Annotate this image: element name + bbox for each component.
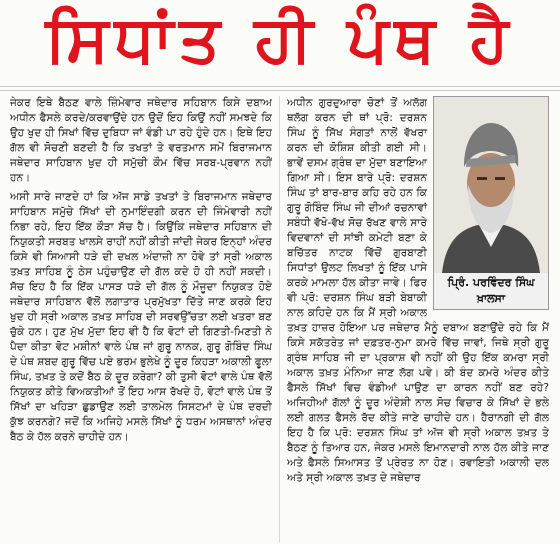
column-divider (279, 96, 280, 542)
portrait-image (434, 97, 548, 273)
headline-divider-top (0, 86, 560, 87)
headline-divider-bottom (0, 90, 560, 91)
author-photo (433, 96, 549, 310)
article-headline: ਸਿਧਾਂਤ ਹੀ ਪੰਥ ਹੈ (45, 3, 515, 77)
right-paragraph-1: ਅਧੀਨ ਗੁਰਦੁਆਰਾ ਚੋਣਾਂ ਤੋਂ ਅਲੱਗ ਥਲੱਗ ਕਰਨ ਦੀ ਥਾਂ ਪ੍ਰੋ: ਦਰਸ਼ਨ ਸਿੰਘ ਨੂੰ ਸਿੱਖ ਸੰਗਤਾਂ ਨਾਲੋਂ ਵੱਖਰਾ ਕਰਨ ਦੀ ਕੋਸ਼ਿਸ਼ ਕੀਤੀ ਗਈ ਸੀ। ਭਾਵੇਂ ਦਸਮ ਗ੍ਰੰਥ ਦਾ ਮੁੱਦਾ ਬਣਾਇਆ ਗਿਆ ਸੀ। ਇਸ ਬਾਰੇ ਪ੍ਰੋ: ਦਰਸ਼ਨ ਸਿੰਘ ਤਾਂ ਬਾਰ-ਬਾਰ ਕਹਿ ਰਹੇ ਹਨ ਕਿ ਗੁਰੂ ਗੋਬਿੰਦ ਸਿੰਘ ਜੀ ਦੀਆਂ ਰਚਨਾਵਾਂ ਸਬੰਧੀ ਵੱਖੋ-ਵੱਖ ਸੋਚ ਰੱਖਣ ਵਾਲੇ ਸਾਰੇ ਵਿਦਵਾਨਾਂ ਦੀ ਸਾਂਝੀ ਕਮੇਟੀ ਬਣਾ ਕੇ ਬਚਿੱਤਰ ਨਾਟਕ ਵਿੱਚੋਂ ਗੁਰਬਾਣੀ ਸਿਧਾਂਤਾਂ ਉਲਟ ਲਿਖਤਾਂ ਨੂੰ ਇੱਕ ਪਾਸੇ ਕਰਕੇ ਮਾਮਲਾ ਹੱਲ ਕੀਤਾ ਜਾਵੇ। ਫਿਰ ਵੀ ਪ੍ਰੋ: ਦਰਸ਼ਨ ਸਿੰਘ ਬੜੀ ਬੇਬਾਕੀ ਨਾਲ ਕਹਿਦੇ ਹਨ ਕਿ ਮੈਂ ਸ੍ਰੀ ਅਕਾਲ ਤਖ਼ਤ ਹਾਜ਼ਰ ਹੋਇਆ ਪਰ ਜਥੇਦਾਰ ਮੈਨੂੰ ਦਬਾਅ ਬਣਾਉਂਦੇ ਰਹੇ ਕਿ ਮੈਂ ਕਿਸੇ ਸਕੱਤਰੇਤ ਜਾਂ ਦਫ਼ਤਰ-ਨੁਮਾ ਕਮਰੇ ਵਿੱਚ ਜਾਵਾਂ, ਜਿਥੇ ਸ੍ਰੀ ਗੁਰੂ ਗ੍ਰੰਥ ਸਾਹਿਬ ਜੀ ਦਾ ਪ੍ਰਕਾਸ਼ ਵੀ ਨਹੀਂ ਕੀ ਉਹ ਇੱਕ ਕਮਰਾ ਸ੍ਰੀ ਅਕਾਲ ਤਖ਼ਤ ਮੰਨਿਆ ਜਾਣ ਲੱਗ ਪਵੇ। ਕੀ ਬੰਦ ਕਮਰੇ ਅੰਦਰ ਕੀਤੇ ਫੈਸਲੇ ਸਿੱਖਾਂ ਵਿਚ ਵੰਡੀਆਂ ਪਾਉਣ ਦਾ ਕਾਰਨ ਨਹੀਂ ਬਣ ਰਹੇ? ਅਜਿਹੀਆਂ ਗੱਲਾਂ ਨੂੰ ਦੂਰ ਅੰਦੇਸ਼ੀ ਨਾਲ ਸੋਚ ਵਿਚਾਰ ਕੇ ਸਿੱਖਾਂ ਦੇ ਭਲੇ ਲਈ ਗਲਤ ਫੈਸਲੇ ਰੱਦ ਕੀਤੇ ਜਾਣੇ ਚਾਹੀਦੇ ਹਨ। ਹੈਰਾਨਗੀ ਦੀ ਗੱਲ ਇਹ ਹੈ ਕਿ ਪ੍ਰੋ: ਦਰਸ਼ਨ ਸਿੰਘ ਤਾਂ ਅੱਜ ਵੀ ਸ੍ਰੀ ਅਕਾਲ ਤਖ਼ਤ ਤੇ ਬੈਠਣ ਨੂੰ ਤਿਆਰ ਹਨ, ਜੇਕਰ ਮਸਲੇ ਇਮਾਨਦਾਰੀ ਨਾਲ ਹੱਲ ਕੀਤੇ ਜਾਣ ਅਤੇ ਫੈਸਲੇ ਸਿਆਸਤ ਤੋਂ ਪ੍ਰੇਰਤ ਨਾ ਹੋਣ। ਰਵਾਇਤੀ ਅਕਾਲੀ ਦਲ ਅਤੇ ਸ੍ਰੀ ਅਕਾਲ ਤਖ਼ਤ ਦੇ ਜਥੇਦਾਰ (287, 97, 549, 484)
photo-caption: ਪ੍ਰਿੰ. ਪਰਵਿੰਦਰ ਸਿੰਘ ਖ਼ਾਲਸਾ (447, 276, 535, 305)
right-column (287, 96, 549, 542)
left-column (10, 96, 272, 542)
left-paragraph-2: ਅਸੀ ਸਾਰੇ ਜਾਣਦੇ ਹਾਂ ਕਿ ਅੱਜ ਸਾਡੇ ਤਖਤਾਂ ਤੇ ਬਿਰਾਜਮਾਨ ਜਥੇਦਾਰ ਸਾਹਿਬਾਨ ਸਮੁੱਚੇ ਸਿੱਖਾਂ ਦੀ ਨੁਮਾਇੰਦਗੀ ਕਰਨ ਦੀ ਜਿੰਮੇਵਾਰੀ ਨਹੀਂ ਨਿਭਾ ਰਹੇ, ਇਹ ਇੱਕ ਕੌੜਾ ਸੱਚ ਹੈ। ਕਿਉਂਕਿ ਜਥੇਦਾਰ ਸਹਿਬਾਨ ਦੀ ਨਿਯੁਕਤੀ ਸਰਬਤ ਖਾਲਸੇ ਰਾਹੀਂ ਨਹੀਂ ਕੀਤੀ ਜਾਂਦੀ ਜੇਕਰ ਇਨ੍ਹਾਂ ਅੰਦਰ ਕਿਸੇ ਵੀ ਸਿਆਸੀ ਧੜੇ ਦੀ ਦਖਲ ਅੰਦਾਜ਼ੀ ਨਾ ਹੋਵੇ ਤਾਂ ਸ੍ਰੀ ਅਕਾਲ ਤਖ਼ਤ ਸਾਹਿਬ ਨੂੰ ਠੇਸ ਪਹੁੰਚਾਉਣ ਦੀ ਗੱਲ ਕਦੇ ਹੋ ਹੀ ਨਹੀਂ ਸਕਦੀ। ਸੱਚ ਇਹ ਹੈ ਕਿ ਇੱਕ ਪਾਸੜ ਧੜੇ ਦੀ ਗੱਲ ਨੂੰ ਮੌਜੂਦਾ ਨਿਯੁਕਤ ਹੋਏ ਜਥੇਦਾਰ ਸਾਹਿਬਾਨ ਵੱਲੋਂ ਲਗਾਤਾਰ ਪ੍ਰਮੁੱਖਤਾ ਦਿੱਤੇ ਜਾਣ ਕਰਕੇ ਇਹ ਖੁਦ ਹੀ ਸ੍ਰੀ ਅਕਾਲ ਤਖ਼ਤ ਸਾਹਿਬ ਦੀ ਸਰਵਉੱਚਤਾ ਲਈ ਖਤਰਾ ਬਣ ਚੁੱਕੇ ਹਨ। ਹੁਣ ਮੁੱਖ ਮੁੱਦਾ ਇਹ ਵੀ ਹੈ ਕਿ ਵੋਟਾਂ ਦੀ ਗਿਣਤੀ-ਮਿਣਤੀ ਨੇ ਪੈਦਾ ਕੀਤਾ ਵੋਟ ਮਸ਼ੀਨਾਂ ਵਾਲੇ ਪੰਥ ਜਾਂ ਗੁਰੂ ਨਾਨਕ, ਗੁਰੂ ਗੋਬਿੰਦ ਸਿੰਘ ਦੇ ਪੰਥ ਸ਼ਬਦ ਗੁਰੂ ਵਿੱਚ ਪਏ ਭਰਮ ਭੁਲੇਖੇ ਨੂੰ ਦੂਰ ਕਿਹੜਾ ਅਕਾਲੀ ਫੂਲਾ ਸਿੰਘ, ਤਖ਼ਤ ਤੇ ਕਦੋਂ ਬੈਠ ਕੇ ਦੂਰ ਕਰੇਗਾ? ਕੀ ਤੁਸੀ ਵੋਟਾਂ ਵਾਲੇ ਪੰਥ ਵੱਲੋਂ ਨਿਯੁਕਤ ਕੀਤੇ ਵਿਅਕਤੀਆਂ ਤੋਂ ਇਹ ਆਸ ਰੱਖਦੇ ਹੋ, ਵੋਟਾਂ ਵਾਲੇ ਪੰਥ ਤੋਂ ਸਿੱਖਾਂ ਦਾ ਖਹਿੜਾ ਛੁਡਾਉਣ ਲਈ ਤਾਲਮੇਲ ਸਿਸਟਮਾਂ ਦੇ ਪੰਥ ਦਰਦੀ ਕੁੱਝ ਕਰਨਗੇ? ਜਦੋਂ ਕਿ ਅਜਿਹੇ ਮਸਲੇ ਸਿੱਖਾਂ ਨੂੰ ਧਰਮ ਅਸਥਾਨਾਂ ਅੰਦਰ ਬੈਠ ਕੇ ਹੱਲ ਕਰਨੇ ਚਾਹੀਦੇ ਹਨ। (10, 191, 272, 443)
left-paragraph-1: ਜੇਕਰ ਇਥੇ ਬੈਠਣ ਵਾਲੇ ਜ਼ਿੰਮੇਵਾਰ ਜਥੇਦਾਰ ਸਹਿਬਾਨ ਕਿਸੇ ਦਬਾਅ ਅਧੀਨ ਫੈਸਲੇ ਕਰਦੇ/ਕਰਵਾਉਂਦੇ ਹਨ ਉਦੋਂ ਇਹ ਕਿਉਂ ਨਹੀਂ ਸਮਝਦੇ ਕਿ ਉਹ ਖੁਦ ਹੀ ਸਿਖਾਂ ਵਿੱਚ ਦੁਬਿਧਾ ਜਾਂ ਵੰਡੀ ਪਾ ਰਹੇ ਹੁੰਦੇ ਹਨ। ਇਥੇ ਇਹ ਗੱਲ ਵੀ ਸੋਚਣੀ ਬਣਦੀ ਹੈ ਕਿ ਤਖਤਾਂ ਤੇ ਵਰਤਮਾਨ ਸਮੇਂ ਬਿਰਾਜਮਾਨ ਜਥੇਦਾਰ ਸਾਹਿਬਾਨ ਖੁਦ ਹੀ ਸਮੁੱਚੀ ਕੌਮ ਵਿੱਚ ਸਰਬ-ਪ੍ਰਵਾਨ ਨਹੀਂ ਹਨ। (10, 97, 272, 184)
